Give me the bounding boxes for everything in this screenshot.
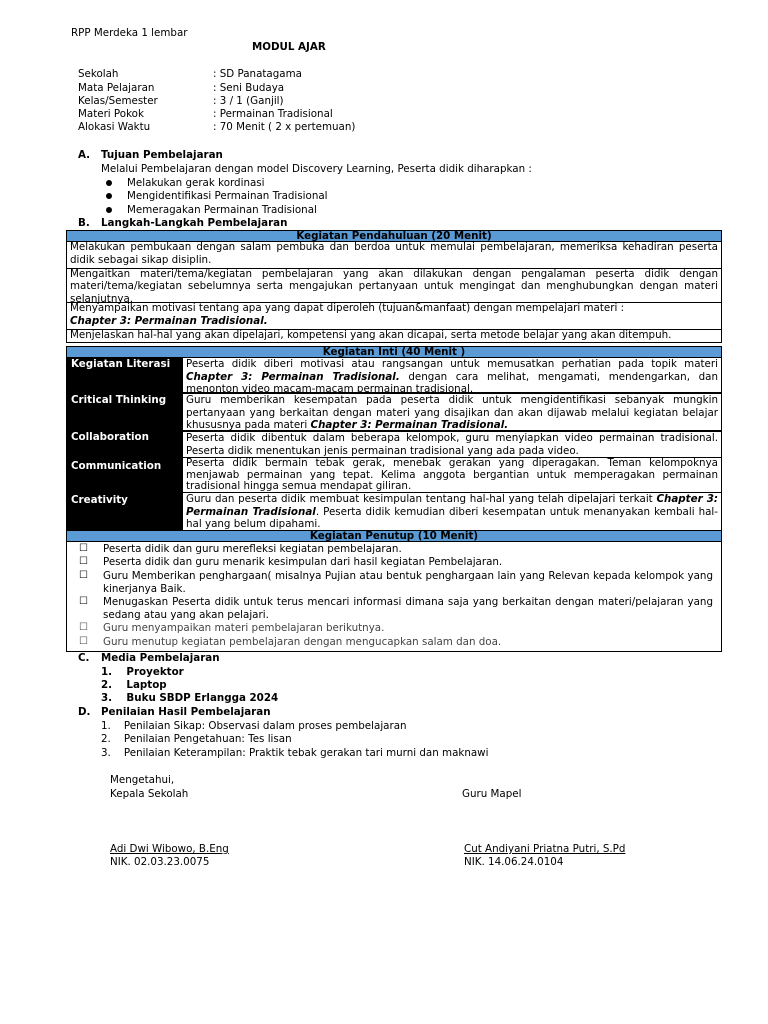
list-item-text: Peserta didik dan guru merefleksi kegiatan pembelajaran. <box>103 543 402 555</box>
inti-text: Guru dan peserta didik membuat kesimpulan tentang hal-hal yang telah dipelajari terkait <box>186 493 657 505</box>
list-item-text: Melakukan gerak kordinasi <box>127 177 265 189</box>
inti-content: Peserta didik bermain tebak gerak, menebak gerakan yang diperagakan. Teman kelompoknya menjawab permainan yang tepat. Kelima anggota bergantian untuk memperagakan permainan tradisional hingga semua mendapat giliran. <box>182 457 722 493</box>
left-signer-name: Adi Dwi Wibowo, B.Eng <box>110 843 229 855</box>
inti-label: Creativity <box>71 494 128 506</box>
inti-content: Peserta didik dibentuk dalam beberapa kelompok, guru menyiapkan video permainan tradisional. Peserta didik menentukan jenis permainan tradisional yang ada pada video. <box>182 431 722 458</box>
bullet-icon <box>106 193 112 199</box>
inti-header: Kegiatan Inti (40 Menit ) <box>66 346 722 358</box>
list-item <box>79 636 713 649</box>
checkbox-icon: ☐ <box>79 543 88 554</box>
identity-label: Mata Pelajaran <box>78 82 155 94</box>
list-item-text: Penilaian Sikap: Observasi dalam proses pembelajaran <box>123 720 407 732</box>
list-item <box>79 543 713 556</box>
list-item: 3. Penilaian Keterampilan: Praktik tebak gerakan tari murni dan maknawi <box>101 747 489 759</box>
identity-value: : SD Panatagama <box>213 68 302 80</box>
section-letter: C. <box>78 652 90 664</box>
list-item-text: Peserta didik dan guru menarik kesimpulan dari hasil kegiatan Pembelajaran. <box>103 556 503 568</box>
identity-label: Sekolah <box>78 68 119 80</box>
left-signer-nik: NIK. 02.03.23.0075 <box>110 856 210 868</box>
list-item: 1. Penilaian Sikap: Observasi dalam proses pembelajaran <box>101 720 407 732</box>
section-b-title: Langkah-Langkah Pembelajaran <box>101 217 288 229</box>
list-item-text: Mengidentifikasi Permainan Tradisional <box>127 190 328 202</box>
checkbox-icon: ☐ <box>79 622 88 633</box>
inti-label: Communication <box>71 460 162 472</box>
list-item-text: Guru Memberikan penghargaan( misalnya Pujian atau bentuk penghargaan lain yang Relevan kepada kelompok yang kinerjanya Baik. <box>103 570 713 595</box>
section-c-title: Media Pembelajaran <box>101 652 220 664</box>
checkbox-icon: ☐ <box>79 556 88 567</box>
penutup-box <box>66 541 722 652</box>
list-item <box>79 596 713 621</box>
section-a-intro: Melalui Pembelajaran dengan model Discovery Learning, Peserta didik diharapkan : <box>101 163 532 175</box>
list-item-text: Penilaian Pengetahuan: Tes lisan <box>123 733 292 745</box>
chapter-ref: Chapter 3: Permainan Tradisional. <box>310 419 509 431</box>
bullet-icon <box>106 207 112 213</box>
page-title: MODUL AJAR <box>252 41 326 53</box>
inti-text: Guru memberikan kesempatan pada peserta didik untuk mengidentifikasi sebanyak mungkin pertanyaan yang berkaitan dengan materi yang disajikan dan akan dijawab melalui kegiatan belajar khususnya pada materi <box>186 394 718 431</box>
identity-value: : Seni Budaya <box>213 82 285 94</box>
right-signer-nik: NIK. 14.06.24.0104 <box>464 856 564 868</box>
mengetahui-label: Mengetahui, <box>110 774 175 786</box>
identity-value: : 70 Menit ( 2 x pertemuan) <box>213 121 356 133</box>
list-item-text: Memeragakan Permainan Tradisional <box>127 204 317 216</box>
list-item: 2. Laptop <box>101 679 167 691</box>
identity-value: : Permainan Tradisional <box>213 108 333 120</box>
identity-value: : 3 / 1 (Ganjil) <box>213 95 284 107</box>
section-a-title: Tujuan Pembelajaran <box>101 149 223 161</box>
section-letter: A. <box>78 149 91 161</box>
table-row: Mengaitkan materi/tema/kegiatan pembelajaran yang akan dilakukan dengan pengalaman peserta didik dengan materi/tema/kegiatan sebelumnya serta mengajukan pertanyaan untuk mengingat dan menghubungkan dengan materi selanjutnya. <box>66 268 722 303</box>
identity-label: Materi Pokok <box>78 108 144 120</box>
checkbox-icon: ☐ <box>79 636 88 647</box>
inti-text: Peserta didik diberi motivasi atau rangsangan untuk memusatkan perhatian pada topik materi <box>186 358 718 370</box>
table-row: Melakukan pembukaan dengan salam pembuka dan berdoa untuk memulai pembelajaran, memeriksa kehadiran peserta didik sebagai sikap disiplin. <box>66 241 722 269</box>
inti-text: dengan cara melihat, mengamati, mendengarkan, dan menonton video macam-macam permainan tradisional. <box>186 370 718 395</box>
chapter-ref: Chapter 3: Permainan Tradisional <box>186 493 718 518</box>
list-item-text: Guru menyampaikan materi pembelajaran berikutnya. <box>103 622 385 634</box>
right-signer-name: Cut Andiyani Priatna Putri, S.Pd <box>464 843 626 855</box>
list-item: 3. Buku SBDP Erlangga 2024 <box>101 692 279 704</box>
inti-content <box>182 357 722 393</box>
checkbox-icon: ☐ <box>79 596 88 607</box>
list-item-text: Laptop <box>126 679 167 691</box>
inti-text: . Peserta didik kemudian diberi kesempatan untuk menanyakan kembali hal-hal yang belum dipahami. <box>186 505 719 530</box>
inti-label: Critical Thinking <box>71 394 167 406</box>
table-row: Menjelaskan hal-hal yang akan dipelajari, kompetensi yang akan dicapai, serta metode belajar yang akan ditempuh. <box>66 329 722 343</box>
list-item <box>79 570 713 595</box>
bullet-icon <box>106 180 112 186</box>
document-label: RPP Merdeka 1 lembar <box>71 27 188 39</box>
chapter-ref: Chapter 3: Permainan Tradisional. <box>70 314 268 327</box>
section-letter: D. <box>78 706 91 718</box>
section-d-title: Penilaian Hasil Pembelajaran <box>101 706 271 718</box>
inti-content <box>182 492 722 531</box>
list-item <box>106 177 265 189</box>
list-item <box>79 556 713 569</box>
checkbox-icon: ☐ <box>79 570 88 581</box>
list-item-text: Menugaskan Peserta didik untuk terus mencari informasi dimana saja yang berkaitan dengan materi/pelajaran yang sedang atau yang akan pelajari. <box>103 596 713 621</box>
list-item: 2. Penilaian Pengetahuan: Tes lisan <box>101 733 292 745</box>
list-item <box>106 204 317 216</box>
penutup-header: Kegiatan Penutup (10 Menit) <box>66 530 722 542</box>
inti-content <box>182 393 722 431</box>
list-item <box>106 190 328 202</box>
left-role: Kepala Sekolah <box>110 788 189 800</box>
right-role: Guru Mapel <box>462 788 522 800</box>
list-item-text: Proyektor <box>126 666 184 678</box>
list-item <box>79 622 713 635</box>
table-row <box>66 302 722 330</box>
list-item-text: Penilaian Keterampilan: Praktik tebak gerakan tari murni dan maknawi <box>123 747 489 759</box>
inti-label: Kegiatan Literasi <box>71 358 171 370</box>
chapter-ref: Chapter 3: Permainan Tradisional. <box>186 370 400 383</box>
list-item: 1. Proyektor <box>101 666 184 678</box>
identity-label: Alokasi Waktu <box>78 121 151 133</box>
list-item-text: Buku SBDP Erlangga 2024 <box>126 692 279 704</box>
list-item-text: Guru menutup kegiatan pembelajaran dengan mengucapkan salam dan doa. <box>103 636 502 648</box>
section-letter: B. <box>78 217 90 229</box>
pendahuluan-header: Kegiatan Pendahuluan (20 Menit) <box>66 230 722 242</box>
inti-label: Collaboration <box>71 431 149 443</box>
identity-label: Kelas/Semester <box>78 95 158 107</box>
table-row-text: Menyampaikan motivasi tentang apa yang dapat diperoleh (tujuan&manfaat) dengan mempelajari materi : <box>70 302 625 314</box>
